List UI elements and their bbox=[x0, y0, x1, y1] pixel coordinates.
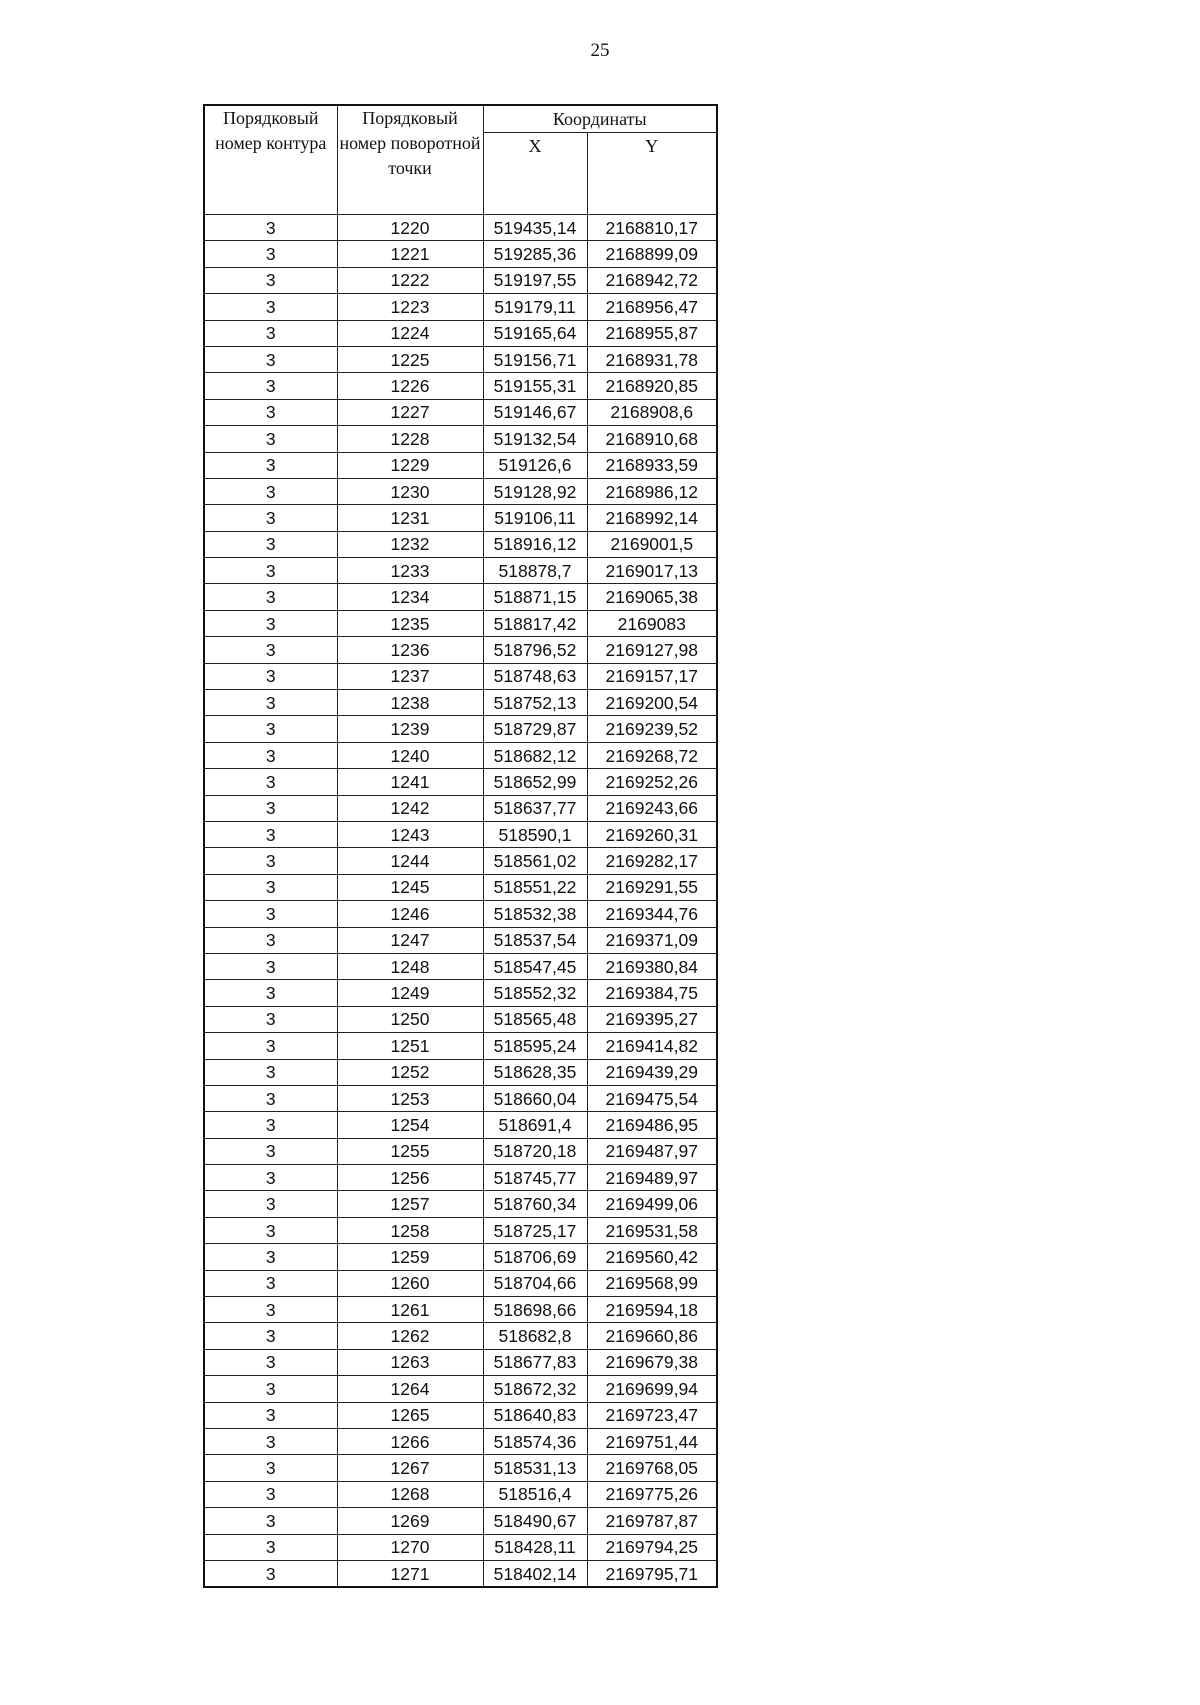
contour-number-cell: 3 bbox=[204, 663, 337, 689]
table-row bbox=[204, 478, 717, 504]
y-coordinate-cell: 2169723,47 bbox=[587, 1402, 717, 1428]
point-number-cell: 1269 bbox=[337, 1508, 483, 1534]
contour-number-cell: 3 bbox=[204, 716, 337, 742]
table-row bbox=[204, 901, 717, 927]
x-coordinate-cell: 518817,42 bbox=[483, 610, 587, 636]
point-number-cell: 1254 bbox=[337, 1112, 483, 1138]
table-row bbox=[204, 1297, 717, 1323]
y-coordinate-cell: 2169768,05 bbox=[587, 1455, 717, 1481]
contour-number-cell: 3 bbox=[204, 505, 337, 531]
x-coordinate-cell: 518745,77 bbox=[483, 1165, 587, 1191]
table-row bbox=[204, 373, 717, 399]
contour-number-cell: 3 bbox=[204, 1349, 337, 1375]
table-header bbox=[204, 105, 717, 215]
y-coordinate-cell: 2169751,44 bbox=[587, 1428, 717, 1454]
page-number: 25 bbox=[590, 40, 610, 61]
contour-number-cell: 3 bbox=[204, 426, 337, 452]
point-number-cell: 1235 bbox=[337, 610, 483, 636]
table-row bbox=[204, 1165, 717, 1191]
point-number-cell: 1249 bbox=[337, 980, 483, 1006]
table-row bbox=[204, 821, 717, 847]
y-coordinate-cell: 2169499,06 bbox=[587, 1191, 717, 1217]
point-number-cell: 1226 bbox=[337, 373, 483, 399]
y-coordinate-cell: 2169001,5 bbox=[587, 531, 717, 557]
y-coordinate-cell: 2169487,97 bbox=[587, 1138, 717, 1164]
contour-number-cell: 3 bbox=[204, 1006, 337, 1032]
contour-number-cell: 3 bbox=[204, 584, 337, 610]
table-row bbox=[204, 558, 717, 584]
y-coordinate-cell: 2169239,52 bbox=[587, 716, 717, 742]
y-coordinate-cell: 2169200,54 bbox=[587, 690, 717, 716]
point-number-cell: 1271 bbox=[337, 1560, 483, 1587]
x-coordinate-cell: 518672,32 bbox=[483, 1376, 587, 1402]
header-x: X bbox=[483, 133, 587, 215]
point-number-cell: 1251 bbox=[337, 1033, 483, 1059]
point-number-cell: 1225 bbox=[337, 346, 483, 372]
table-row bbox=[204, 1191, 717, 1217]
point-number-cell: 1238 bbox=[337, 690, 483, 716]
contour-number-cell: 3 bbox=[204, 294, 337, 320]
x-coordinate-cell: 518760,34 bbox=[483, 1191, 587, 1217]
x-coordinate-cell: 518748,63 bbox=[483, 663, 587, 689]
contour-number-cell: 3 bbox=[204, 1376, 337, 1402]
contour-number-cell: 3 bbox=[204, 927, 337, 953]
point-number-cell: 1247 bbox=[337, 927, 483, 953]
point-number-cell: 1231 bbox=[337, 505, 483, 531]
x-coordinate-cell: 518532,38 bbox=[483, 901, 587, 927]
table-row bbox=[204, 1481, 717, 1507]
point-number-cell: 1237 bbox=[337, 663, 483, 689]
contour-number-cell: 3 bbox=[204, 478, 337, 504]
table-row bbox=[204, 769, 717, 795]
point-number-cell: 1252 bbox=[337, 1059, 483, 1085]
contour-number-cell: 3 bbox=[204, 1270, 337, 1296]
table-row bbox=[204, 1376, 717, 1402]
point-number-cell: 1228 bbox=[337, 426, 483, 452]
x-coordinate-cell: 518682,8 bbox=[483, 1323, 587, 1349]
y-coordinate-cell: 2169560,42 bbox=[587, 1244, 717, 1270]
y-coordinate-cell: 2168992,14 bbox=[587, 505, 717, 531]
contour-number-cell: 3 bbox=[204, 1534, 337, 1560]
point-number-cell: 1267 bbox=[337, 1455, 483, 1481]
point-number-cell: 1232 bbox=[337, 531, 483, 557]
point-number-cell: 1270 bbox=[337, 1534, 483, 1560]
point-number-cell: 1265 bbox=[337, 1402, 483, 1428]
contour-number-cell: 3 bbox=[204, 821, 337, 847]
table-row bbox=[204, 1428, 717, 1454]
contour-number-cell: 3 bbox=[204, 795, 337, 821]
y-coordinate-cell: 2169531,58 bbox=[587, 1217, 717, 1243]
y-coordinate-cell: 2169486,95 bbox=[587, 1112, 717, 1138]
table-row bbox=[204, 1085, 717, 1111]
contour-number-cell: 3 bbox=[204, 531, 337, 557]
point-number-cell: 1248 bbox=[337, 953, 483, 979]
point-number-cell: 1259 bbox=[337, 1244, 483, 1270]
header-y: Y bbox=[587, 133, 717, 215]
y-coordinate-cell: 2169083 bbox=[587, 610, 717, 636]
table-row bbox=[204, 505, 717, 531]
x-coordinate-cell: 519106,11 bbox=[483, 505, 587, 531]
contour-number-cell: 3 bbox=[204, 1455, 337, 1481]
header-point-number: Порядковый номер поворотной точки bbox=[337, 105, 483, 215]
x-coordinate-cell: 519156,71 bbox=[483, 346, 587, 372]
point-number-cell: 1233 bbox=[337, 558, 483, 584]
point-number-cell: 1244 bbox=[337, 848, 483, 874]
table-row bbox=[204, 346, 717, 372]
contour-number-cell: 3 bbox=[204, 346, 337, 372]
point-number-cell: 1220 bbox=[337, 215, 483, 241]
x-coordinate-cell: 519146,67 bbox=[483, 399, 587, 425]
point-number-cell: 1229 bbox=[337, 452, 483, 478]
y-coordinate-cell: 2169344,76 bbox=[587, 901, 717, 927]
header-contour-number: Порядковый номер контура bbox=[204, 105, 337, 215]
y-coordinate-cell: 2169489,97 bbox=[587, 1165, 717, 1191]
x-coordinate-cell: 518402,14 bbox=[483, 1560, 587, 1587]
y-coordinate-cell: 2169679,38 bbox=[587, 1349, 717, 1375]
table-row bbox=[204, 426, 717, 452]
y-coordinate-cell: 2169794,25 bbox=[587, 1534, 717, 1560]
contour-number-cell: 3 bbox=[204, 1244, 337, 1270]
x-coordinate-cell: 519132,54 bbox=[483, 426, 587, 452]
point-number-cell: 1261 bbox=[337, 1297, 483, 1323]
contour-number-cell: 3 bbox=[204, 1112, 337, 1138]
x-coordinate-cell: 518878,7 bbox=[483, 558, 587, 584]
table-row bbox=[204, 848, 717, 874]
y-coordinate-cell: 2169414,82 bbox=[587, 1033, 717, 1059]
x-coordinate-cell: 518660,04 bbox=[483, 1085, 587, 1111]
contour-number-cell: 3 bbox=[204, 1508, 337, 1534]
point-number-cell: 1268 bbox=[337, 1481, 483, 1507]
contour-number-cell: 3 bbox=[204, 1323, 337, 1349]
x-coordinate-cell: 518574,36 bbox=[483, 1428, 587, 1454]
contour-number-cell: 3 bbox=[204, 1428, 337, 1454]
y-coordinate-cell: 2168910,68 bbox=[587, 426, 717, 452]
table-row bbox=[204, 531, 717, 557]
x-coordinate-cell: 518561,02 bbox=[483, 848, 587, 874]
x-coordinate-cell: 518428,11 bbox=[483, 1534, 587, 1560]
y-coordinate-cell: 2169380,84 bbox=[587, 953, 717, 979]
y-coordinate-cell: 2168933,59 bbox=[587, 452, 717, 478]
x-coordinate-cell: 518628,35 bbox=[483, 1059, 587, 1085]
table-row bbox=[204, 1270, 717, 1296]
y-coordinate-cell: 2169291,55 bbox=[587, 874, 717, 900]
table-row bbox=[204, 1006, 717, 1032]
point-number-cell: 1260 bbox=[337, 1270, 483, 1296]
table-row bbox=[204, 663, 717, 689]
contour-number-cell: 3 bbox=[204, 742, 337, 768]
table-row bbox=[204, 610, 717, 636]
point-number-cell: 1250 bbox=[337, 1006, 483, 1032]
x-coordinate-cell: 518590,1 bbox=[483, 821, 587, 847]
point-number-cell: 1266 bbox=[337, 1428, 483, 1454]
y-coordinate-cell: 2169157,17 bbox=[587, 663, 717, 689]
y-coordinate-cell: 2169282,17 bbox=[587, 848, 717, 874]
x-coordinate-cell: 519197,55 bbox=[483, 267, 587, 293]
y-coordinate-cell: 2169252,26 bbox=[587, 769, 717, 795]
point-number-cell: 1230 bbox=[337, 478, 483, 504]
table-row bbox=[204, 1402, 717, 1428]
table-row bbox=[204, 1349, 717, 1375]
y-coordinate-cell: 2168908,6 bbox=[587, 399, 717, 425]
y-coordinate-cell: 2169127,98 bbox=[587, 637, 717, 663]
point-number-cell: 1223 bbox=[337, 294, 483, 320]
contour-number-cell: 3 bbox=[204, 267, 337, 293]
contour-number-cell: 3 bbox=[204, 690, 337, 716]
y-coordinate-cell: 2169475,54 bbox=[587, 1085, 717, 1111]
table-row bbox=[204, 267, 717, 293]
table-row bbox=[204, 1534, 717, 1560]
point-number-cell: 1221 bbox=[337, 241, 483, 267]
contour-number-cell: 3 bbox=[204, 320, 337, 346]
y-coordinate-cell: 2168956,47 bbox=[587, 294, 717, 320]
y-coordinate-cell: 2169660,86 bbox=[587, 1323, 717, 1349]
contour-number-cell: 3 bbox=[204, 610, 337, 636]
table-row bbox=[204, 1138, 717, 1164]
contour-number-cell: 3 bbox=[204, 1138, 337, 1164]
x-coordinate-cell: 518565,48 bbox=[483, 1006, 587, 1032]
point-number-cell: 1240 bbox=[337, 742, 483, 768]
x-coordinate-cell: 519155,31 bbox=[483, 373, 587, 399]
contour-number-cell: 3 bbox=[204, 637, 337, 663]
x-coordinate-cell: 518537,54 bbox=[483, 927, 587, 953]
contour-number-cell: 3 bbox=[204, 215, 337, 241]
coordinates-table bbox=[203, 104, 718, 1588]
contour-number-cell: 3 bbox=[204, 1402, 337, 1428]
x-coordinate-cell: 518752,13 bbox=[483, 690, 587, 716]
contour-number-cell: 3 bbox=[204, 1033, 337, 1059]
table-row bbox=[204, 742, 717, 768]
table-row bbox=[204, 1455, 717, 1481]
table-row bbox=[204, 584, 717, 610]
x-coordinate-cell: 518637,77 bbox=[483, 795, 587, 821]
x-coordinate-cell: 518706,69 bbox=[483, 1244, 587, 1270]
x-coordinate-cell: 518531,13 bbox=[483, 1455, 587, 1481]
contour-number-cell: 3 bbox=[204, 452, 337, 478]
y-coordinate-cell: 2168986,12 bbox=[587, 478, 717, 504]
table-row bbox=[204, 980, 717, 1006]
point-number-cell: 1239 bbox=[337, 716, 483, 742]
x-coordinate-cell: 519126,6 bbox=[483, 452, 587, 478]
table-row bbox=[204, 637, 717, 663]
point-number-cell: 1241 bbox=[337, 769, 483, 795]
contour-number-cell: 3 bbox=[204, 769, 337, 795]
table-row bbox=[204, 1560, 717, 1587]
table-row bbox=[204, 1033, 717, 1059]
point-number-cell: 1256 bbox=[337, 1165, 483, 1191]
table-row bbox=[204, 1217, 717, 1243]
y-coordinate-cell: 2169371,09 bbox=[587, 927, 717, 953]
point-number-cell: 1253 bbox=[337, 1085, 483, 1111]
table-row bbox=[204, 1508, 717, 1534]
x-coordinate-cell: 518595,24 bbox=[483, 1033, 587, 1059]
y-coordinate-cell: 2169065,38 bbox=[587, 584, 717, 610]
y-coordinate-cell: 2168920,85 bbox=[587, 373, 717, 399]
table-row bbox=[204, 795, 717, 821]
y-coordinate-cell: 2169243,66 bbox=[587, 795, 717, 821]
x-coordinate-cell: 519285,36 bbox=[483, 241, 587, 267]
x-coordinate-cell: 518729,87 bbox=[483, 716, 587, 742]
contour-number-cell: 3 bbox=[204, 1191, 337, 1217]
point-number-cell: 1257 bbox=[337, 1191, 483, 1217]
contour-number-cell: 3 bbox=[204, 874, 337, 900]
table-row bbox=[204, 241, 717, 267]
point-number-cell: 1236 bbox=[337, 637, 483, 663]
point-number-cell: 1222 bbox=[337, 267, 483, 293]
point-number-cell: 1227 bbox=[337, 399, 483, 425]
x-coordinate-cell: 519179,11 bbox=[483, 294, 587, 320]
y-coordinate-cell: 2169775,26 bbox=[587, 1481, 717, 1507]
contour-number-cell: 3 bbox=[204, 1059, 337, 1085]
y-coordinate-cell: 2169017,13 bbox=[587, 558, 717, 584]
y-coordinate-cell: 2169795,71 bbox=[587, 1560, 717, 1587]
x-coordinate-cell: 518551,22 bbox=[483, 874, 587, 900]
point-number-cell: 1234 bbox=[337, 584, 483, 610]
contour-number-cell: 3 bbox=[204, 1560, 337, 1587]
y-coordinate-cell: 2168942,72 bbox=[587, 267, 717, 293]
y-coordinate-cell: 2169384,75 bbox=[587, 980, 717, 1006]
y-coordinate-cell: 2168899,09 bbox=[587, 241, 717, 267]
y-coordinate-cell: 2169594,18 bbox=[587, 1297, 717, 1323]
contour-number-cell: 3 bbox=[204, 901, 337, 927]
x-coordinate-cell: 518677,83 bbox=[483, 1349, 587, 1375]
y-coordinate-cell: 2169568,99 bbox=[587, 1270, 717, 1296]
x-coordinate-cell: 518720,18 bbox=[483, 1138, 587, 1164]
point-number-cell: 1243 bbox=[337, 821, 483, 847]
y-coordinate-cell: 2168931,78 bbox=[587, 346, 717, 372]
table-row bbox=[204, 716, 717, 742]
table-row bbox=[204, 690, 717, 716]
y-coordinate-cell: 2168810,17 bbox=[587, 215, 717, 241]
x-coordinate-cell: 518796,52 bbox=[483, 637, 587, 663]
y-coordinate-cell: 2169787,87 bbox=[587, 1508, 717, 1534]
point-number-cell: 1263 bbox=[337, 1349, 483, 1375]
x-coordinate-cell: 519435,14 bbox=[483, 215, 587, 241]
contour-number-cell: 3 bbox=[204, 373, 337, 399]
x-coordinate-cell: 518916,12 bbox=[483, 531, 587, 557]
x-coordinate-cell: 519165,64 bbox=[483, 320, 587, 346]
contour-number-cell: 3 bbox=[204, 1217, 337, 1243]
point-number-cell: 1255 bbox=[337, 1138, 483, 1164]
contour-number-cell: 3 bbox=[204, 1165, 337, 1191]
x-coordinate-cell: 518547,45 bbox=[483, 953, 587, 979]
table-row bbox=[204, 1323, 717, 1349]
x-coordinate-cell: 518490,67 bbox=[483, 1508, 587, 1534]
x-coordinate-cell: 518725,17 bbox=[483, 1217, 587, 1243]
x-coordinate-cell: 518552,32 bbox=[483, 980, 587, 1006]
y-coordinate-cell: 2169699,94 bbox=[587, 1376, 717, 1402]
contour-number-cell: 3 bbox=[204, 1085, 337, 1111]
table-row bbox=[204, 1059, 717, 1085]
table-row bbox=[204, 927, 717, 953]
point-number-cell: 1224 bbox=[337, 320, 483, 346]
x-coordinate-cell: 518691,4 bbox=[483, 1112, 587, 1138]
table-row bbox=[204, 953, 717, 979]
contour-number-cell: 3 bbox=[204, 953, 337, 979]
table-row bbox=[204, 1244, 717, 1270]
x-coordinate-cell: 518704,66 bbox=[483, 1270, 587, 1296]
table-row bbox=[204, 452, 717, 478]
y-coordinate-cell: 2169260,31 bbox=[587, 821, 717, 847]
y-coordinate-cell: 2168955,87 bbox=[587, 320, 717, 346]
contour-number-cell: 3 bbox=[204, 1481, 337, 1507]
x-coordinate-cell: 518698,66 bbox=[483, 1297, 587, 1323]
contour-number-cell: 3 bbox=[204, 399, 337, 425]
y-coordinate-cell: 2169439,29 bbox=[587, 1059, 717, 1085]
contour-number-cell: 3 bbox=[204, 980, 337, 1006]
table-body bbox=[204, 215, 717, 1588]
contour-number-cell: 3 bbox=[204, 241, 337, 267]
contour-number-cell: 3 bbox=[204, 848, 337, 874]
contour-number-cell: 3 bbox=[204, 558, 337, 584]
table-row bbox=[204, 320, 717, 346]
point-number-cell: 1245 bbox=[337, 874, 483, 900]
table-row bbox=[204, 1112, 717, 1138]
table-row bbox=[204, 294, 717, 320]
x-coordinate-cell: 518682,12 bbox=[483, 742, 587, 768]
point-number-cell: 1262 bbox=[337, 1323, 483, 1349]
table-row bbox=[204, 215, 717, 241]
x-coordinate-cell: 519128,92 bbox=[483, 478, 587, 504]
x-coordinate-cell: 518516,4 bbox=[483, 1481, 587, 1507]
x-coordinate-cell: 518652,99 bbox=[483, 769, 587, 795]
x-coordinate-cell: 518640,83 bbox=[483, 1402, 587, 1428]
x-coordinate-cell: 518871,15 bbox=[483, 584, 587, 610]
point-number-cell: 1264 bbox=[337, 1376, 483, 1402]
point-number-cell: 1258 bbox=[337, 1217, 483, 1243]
table-row bbox=[204, 399, 717, 425]
y-coordinate-cell: 2169268,72 bbox=[587, 742, 717, 768]
point-number-cell: 1242 bbox=[337, 795, 483, 821]
contour-number-cell: 3 bbox=[204, 1297, 337, 1323]
table-row bbox=[204, 874, 717, 900]
point-number-cell: 1246 bbox=[337, 901, 483, 927]
y-coordinate-cell: 2169395,27 bbox=[587, 1006, 717, 1032]
header-coordinates: Координаты bbox=[483, 105, 717, 133]
